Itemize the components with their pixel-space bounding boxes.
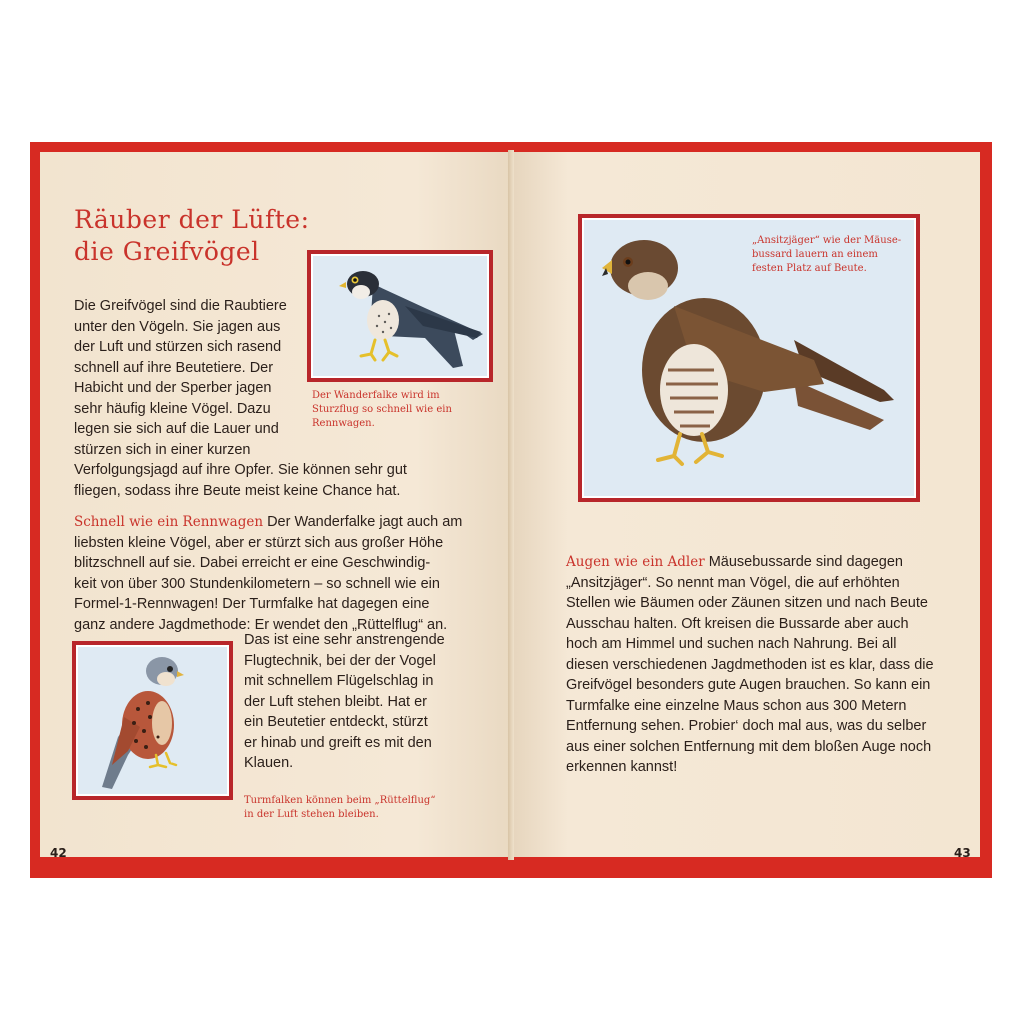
text-line: Entfernung sehen. Probier‘ doch mal aus, was du selber xyxy=(566,718,927,734)
caption-line: Der Wanderfalke wird im xyxy=(312,390,440,401)
text-line: blitzschnell auf sie. Dabei erreicht er eine Geschwindig- xyxy=(74,555,431,571)
kestrel-frame xyxy=(72,641,233,800)
text-line: Klauen. xyxy=(244,755,294,771)
text-line-rest: Mäusebussarde sind dagegen xyxy=(704,554,903,570)
page-number-left: 42 xyxy=(50,846,67,860)
caption-line: bussard lauern an einem xyxy=(752,249,878,260)
peregrine-falcon-illustration xyxy=(311,254,489,378)
text-line: mit schnellem Flügelschlag in xyxy=(244,673,434,689)
text-line xyxy=(74,512,462,533)
buzzard-caption xyxy=(752,234,901,276)
text-line: stürzen sich in einer kurzen xyxy=(74,441,251,458)
text-line: Flugtechnik, bei der der Vogel xyxy=(244,652,436,669)
text-line: unter den Vögeln. Sie jagen aus xyxy=(74,318,281,335)
kestrel-icon xyxy=(78,647,229,796)
peregrine-falcon-frame xyxy=(307,250,493,382)
text-line: Greifvögel besonders gute Augen brauchen. So kann ein xyxy=(566,677,931,693)
title-line-2: die Greifvögel xyxy=(74,237,260,266)
caption-line: in der Luft stehen bleiben. xyxy=(244,809,379,820)
text-line: „Ansitzjäger“. So nennt man Vögel, die auf erhöhten xyxy=(566,574,900,591)
text-line: sehr häufig kleine Vögel. Dazu xyxy=(74,400,271,417)
text-line: der Luft und stürzen sich rasend xyxy=(74,339,282,355)
caption-line: Turmfalken können beim „Rüttelflug“ xyxy=(244,795,436,806)
caption-line: Sturzflug so schnell wie ein xyxy=(312,404,452,415)
text-line: Das ist eine sehr anstrengende xyxy=(244,632,445,648)
text-line: ganz andere Jagdmethode: Er wendet den „Rüttelflug“ an. xyxy=(74,616,448,633)
peregrine-falcon-icon xyxy=(313,256,489,378)
text-line: Stellen wie Bäumen oder Zäunen sitzen und nach Beute xyxy=(566,595,928,611)
text-line: fliegen, sodass ihre Beute meist keine Chance hat. xyxy=(74,482,401,499)
buzzard-frame xyxy=(578,214,920,502)
kestrel-illustration xyxy=(76,645,229,796)
text-line: legen sie sich auf die Lauer und xyxy=(74,421,279,437)
section-heading: Augen wie ein Adler xyxy=(566,554,705,570)
text-line: liebsten kleine Vögel, aber er stürzt sich aus großer Höhe xyxy=(74,534,444,551)
caption-line: festen Platz auf Beute. xyxy=(752,263,867,274)
caption-line: Rennwagen. xyxy=(312,418,375,429)
text-line: hoch am Himmel und suchen nach Nahrung. Bei all xyxy=(566,636,897,652)
section-adler xyxy=(566,552,934,778)
page-number-right: 43 xyxy=(954,846,971,860)
text-line: Formel-1-Rennwagen! Der Turmfalke hat dagegen eine xyxy=(74,596,430,612)
book-gutter xyxy=(508,150,514,860)
text-line: Turmfalke eine einzelne Maus schon aus 300 Metern xyxy=(566,697,907,714)
text-line: diesen verschiedenen Jagdmethoden ist es klar, dass die xyxy=(566,656,934,673)
text-line-rest: Der Wanderfalke jagt auch am xyxy=(263,514,463,530)
text-line: Habicht und der Sperber jagen xyxy=(74,380,272,396)
text-line: erkennen kannst! xyxy=(566,759,678,775)
caption-line: „Ansitzjäger“ wie der Mäuse- xyxy=(752,235,902,246)
section-rennwagen xyxy=(74,512,462,635)
falcon-caption xyxy=(312,389,452,431)
title-line-1: Räuber der Lüfte: xyxy=(74,205,310,234)
section-heading: Schnell wie ein Rennwagen xyxy=(74,514,264,530)
text-line: Verfolgungsjagd auf ihre Opfer. Sie können sehr gut xyxy=(74,462,407,478)
text-line: aus einer solchen Entfernung mit dem bloßen Auge noch xyxy=(566,738,932,755)
text-line: er hinab und greift es mit den xyxy=(244,734,432,751)
rueettelflug-paragraph xyxy=(244,630,445,774)
text-line: keit von über 300 Stundenkilometern – so schnell wie ein xyxy=(74,575,440,592)
text-line: Ausschau halten. Oft kreisen die Bussarde aber auch xyxy=(566,615,909,632)
text-line: Die Greifvögel sind die Raubtiere xyxy=(74,298,287,314)
text-line: der Luft stehen bleibt. Hat er xyxy=(244,693,427,710)
buzzard-illustration xyxy=(582,218,916,498)
page-title xyxy=(74,204,310,268)
text-line: ein Beutetier entdeckt, stürzt xyxy=(244,714,428,730)
text-line xyxy=(566,552,934,573)
text-line: schnell auf ihre Beutetiere. Der xyxy=(74,359,274,376)
kestrel-caption xyxy=(244,794,435,822)
